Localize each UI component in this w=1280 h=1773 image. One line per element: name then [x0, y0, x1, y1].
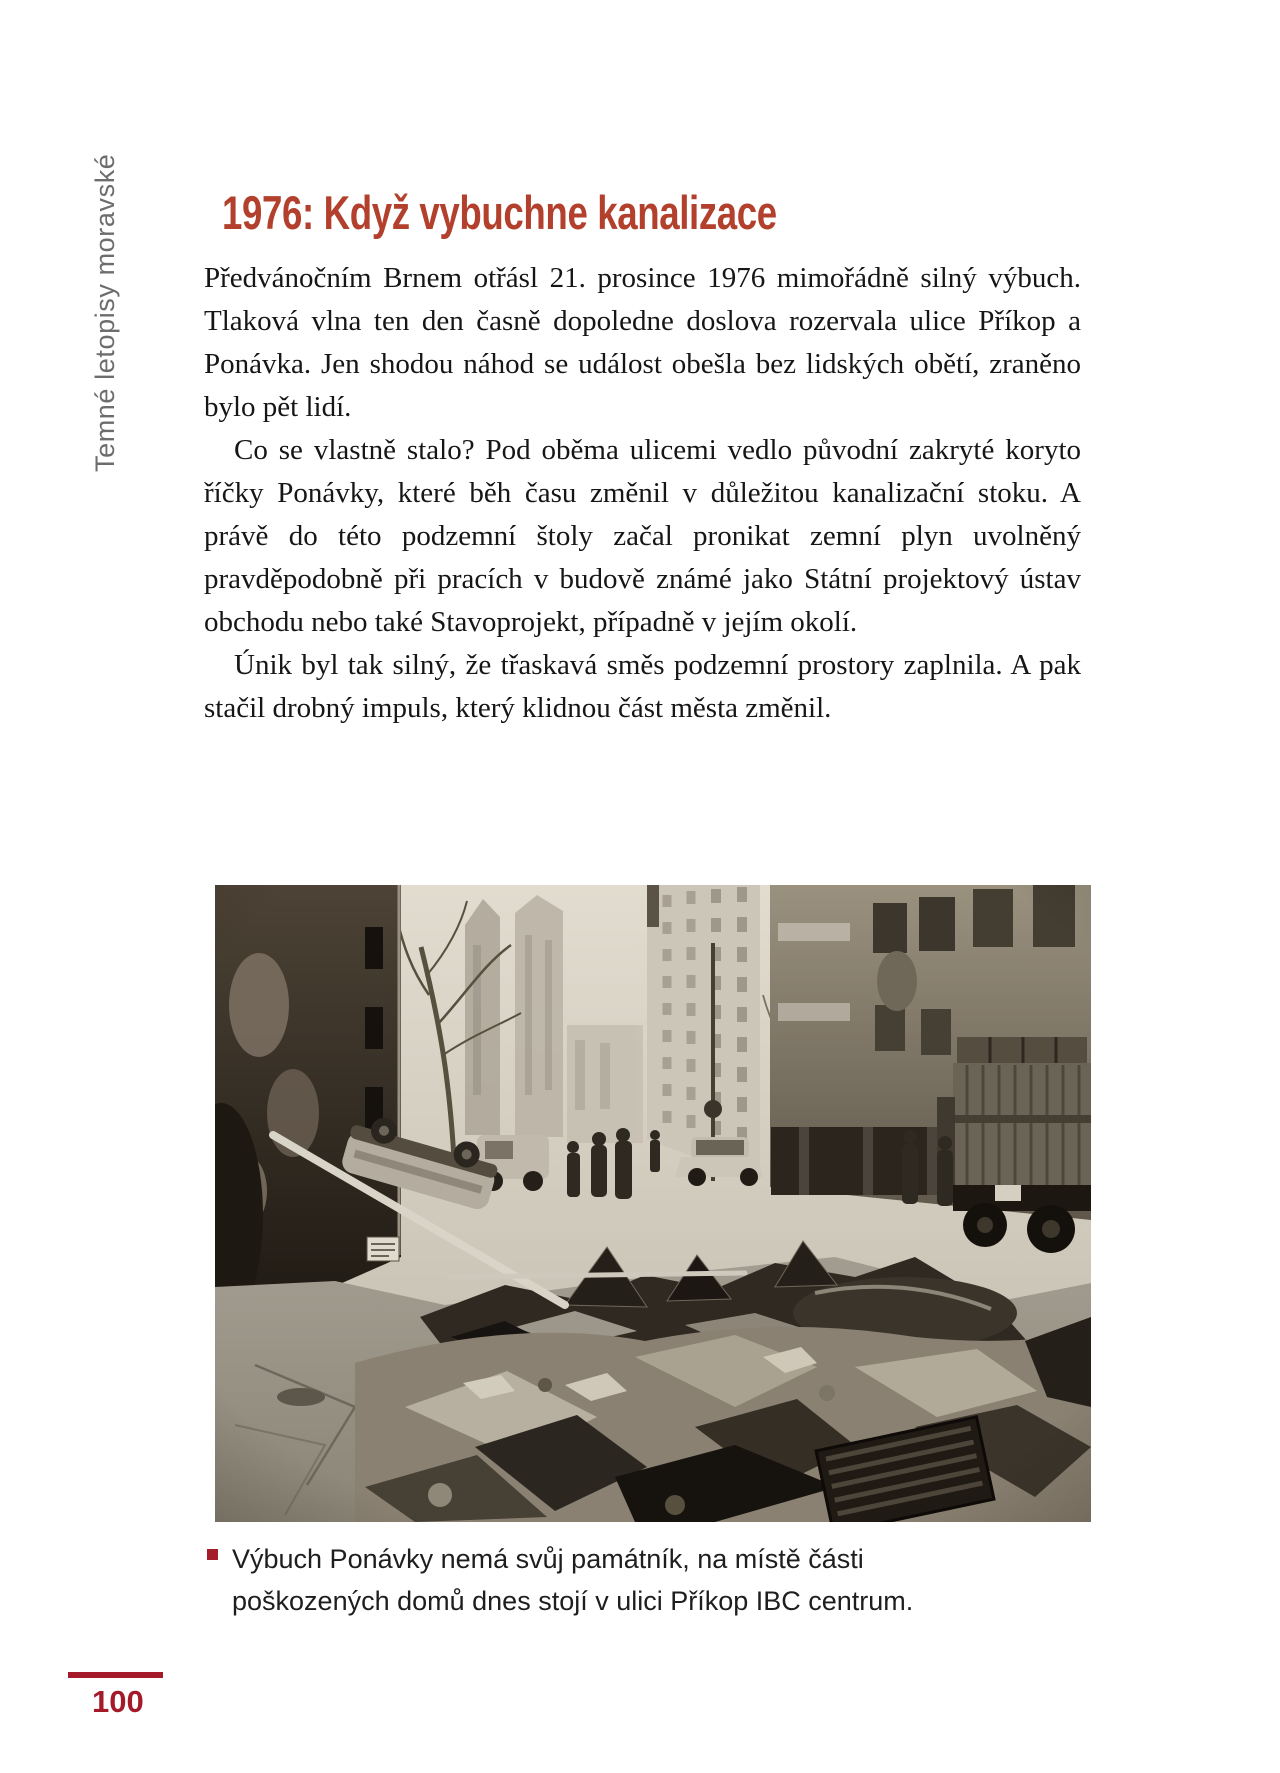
- article-body: [204, 257, 1081, 730]
- footer-rule: [68, 1672, 163, 1678]
- caption-bullet-icon: [207, 1549, 218, 1560]
- street-explosion-photo: [215, 885, 1091, 1522]
- street-explosion-photo-art: [215, 885, 1091, 1522]
- photo-vignette: [215, 885, 1091, 1522]
- body-paragraph: Co se vlastně stalo? Pod oběma ulicemi vedlo původní zakryté koryto říčky Ponávky, které běh času změnil v důležitou kanalizační stoku. A právě do této podzemní štoly začal pronikat zemní plyn uvolněný pravděpodobně při pracích v budově známé jako Státní projektový ústav obchodu nebo také Stavoprojekt, případně v jejím okolí.: [204, 434, 1081, 638]
- page-number: 100: [92, 1684, 144, 1719]
- photo-caption-line: Výbuch Ponávky nemá svůj památník, na místě části: [232, 1544, 864, 1574]
- body-paragraph: Předvánočním Brnem otřásl 21. prosince 1976 mimořádně silný výbuch. Tlaková vlna ten den časně dopoledne doslova rozervala ulice Příkop a Ponávka. Jen shodou náhod se událost obešla bez lidských obětí, zraněno bylo pět lidí.: [204, 262, 1081, 423]
- photo-caption-line: poškozených domů dnes stojí v ulici Příkop IBC centrum.: [232, 1586, 914, 1616]
- series-vertical-title: Temné letopisy moravské: [90, 153, 120, 472]
- article-title: 1976: Když vybuchne kanalizace: [222, 186, 777, 240]
- photo-caption: [232, 1538, 932, 1622]
- body-paragraph: Únik byl tak silný, že třaskavá směs podzemní prostory zaplnila. A pak stačil drobný impuls, který klidnou část města změnil.: [204, 649, 1081, 724]
